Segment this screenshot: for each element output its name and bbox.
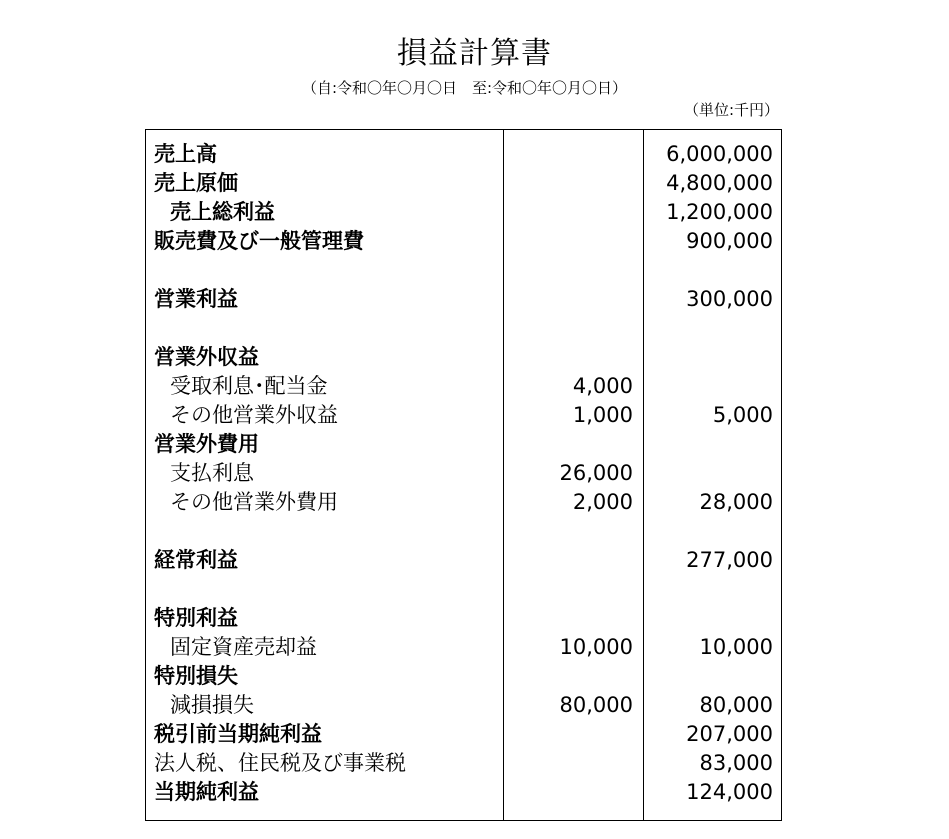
total-amount: 10,000 bbox=[699, 635, 773, 659]
row-impairment-loss bbox=[146, 691, 781, 720]
row-net-income bbox=[146, 778, 781, 807]
row-extraordinary-income-header bbox=[146, 604, 781, 633]
detail-amount: 4,000 bbox=[572, 374, 633, 398]
row-label: 固定資産売却益 bbox=[170, 635, 317, 659]
row-sales bbox=[146, 140, 781, 169]
row-label: 売上総利益 bbox=[170, 200, 275, 224]
row-cost-of-sales bbox=[146, 169, 781, 198]
row-label: 特別損失 bbox=[154, 664, 238, 688]
row-label: 当期純利益 bbox=[154, 780, 259, 804]
row-non-operating-expenses-header bbox=[146, 430, 781, 459]
row-label: 経常利益 bbox=[154, 548, 238, 572]
row-label: 営業外費用 bbox=[154, 432, 259, 456]
fiscal-period: （自:令和〇年〇月〇日 至:令和〇年〇月〇日） bbox=[301, 79, 628, 97]
detail-amount: 26,000 bbox=[559, 461, 633, 485]
spacer-row bbox=[146, 256, 781, 285]
row-label: その他営業外収益 bbox=[170, 403, 338, 427]
spacer-row bbox=[146, 314, 781, 343]
total-amount: 5,000 bbox=[712, 403, 773, 427]
row-label: 営業外収益 bbox=[154, 345, 259, 369]
spacer-row bbox=[146, 575, 781, 604]
total-amount: 83,000 bbox=[699, 751, 773, 775]
row-label: その他営業外費用 bbox=[170, 490, 338, 514]
total-amount: 300,000 bbox=[686, 287, 773, 311]
row-income-taxes bbox=[146, 749, 781, 778]
statement-title: 損益計算書 bbox=[397, 36, 552, 71]
row-income-before-taxes bbox=[146, 720, 781, 749]
row-ordinary-income bbox=[146, 546, 781, 575]
total-amount: 28,000 bbox=[699, 490, 773, 514]
row-other-non-operating-expenses bbox=[146, 488, 781, 517]
detail-amount: 80,000 bbox=[559, 693, 633, 717]
row-label: 法人税、住民税及び事業税 bbox=[154, 751, 406, 775]
row-label: 税引前当期純利益 bbox=[154, 722, 322, 746]
row-label: 受取利息･配当金 bbox=[170, 374, 328, 398]
spacer-row bbox=[146, 517, 781, 546]
detail-amount: 2,000 bbox=[572, 490, 633, 514]
total-amount: 4,800,000 bbox=[666, 171, 773, 195]
row-sga-expenses bbox=[146, 227, 781, 256]
total-amount: 6,000,000 bbox=[666, 142, 773, 166]
row-interest-dividends bbox=[146, 372, 781, 401]
statement-rows bbox=[146, 140, 781, 807]
row-gain-on-sale-of-fixed-assets bbox=[146, 633, 781, 662]
row-gross-profit bbox=[146, 198, 781, 227]
row-label: 特別利益 bbox=[154, 606, 238, 630]
unit-label: （単位:千円） bbox=[683, 101, 779, 119]
detail-amount: 1,000 bbox=[572, 403, 633, 427]
income-statement-table bbox=[145, 129, 782, 821]
row-label: 支払利息 bbox=[170, 461, 254, 485]
row-label: 売上原価 bbox=[154, 171, 238, 195]
row-interest-paid bbox=[146, 459, 781, 488]
row-non-operating-income-header bbox=[146, 343, 781, 372]
total-amount: 207,000 bbox=[686, 722, 773, 746]
row-label: 営業利益 bbox=[154, 287, 238, 311]
row-operating-income bbox=[146, 285, 781, 314]
total-amount: 277,000 bbox=[686, 548, 773, 572]
total-amount: 124,000 bbox=[686, 780, 773, 804]
total-amount: 900,000 bbox=[686, 229, 773, 253]
row-label: 販売費及び一般管理費 bbox=[154, 229, 364, 253]
row-label: 減損損失 bbox=[170, 693, 254, 717]
row-label: 売上高 bbox=[154, 142, 217, 166]
row-other-non-operating-income bbox=[146, 401, 781, 430]
row-extraordinary-loss-header bbox=[146, 662, 781, 691]
detail-amount: 10,000 bbox=[559, 635, 633, 659]
total-amount: 80,000 bbox=[699, 693, 773, 717]
total-amount: 1,200,000 bbox=[666, 200, 773, 224]
